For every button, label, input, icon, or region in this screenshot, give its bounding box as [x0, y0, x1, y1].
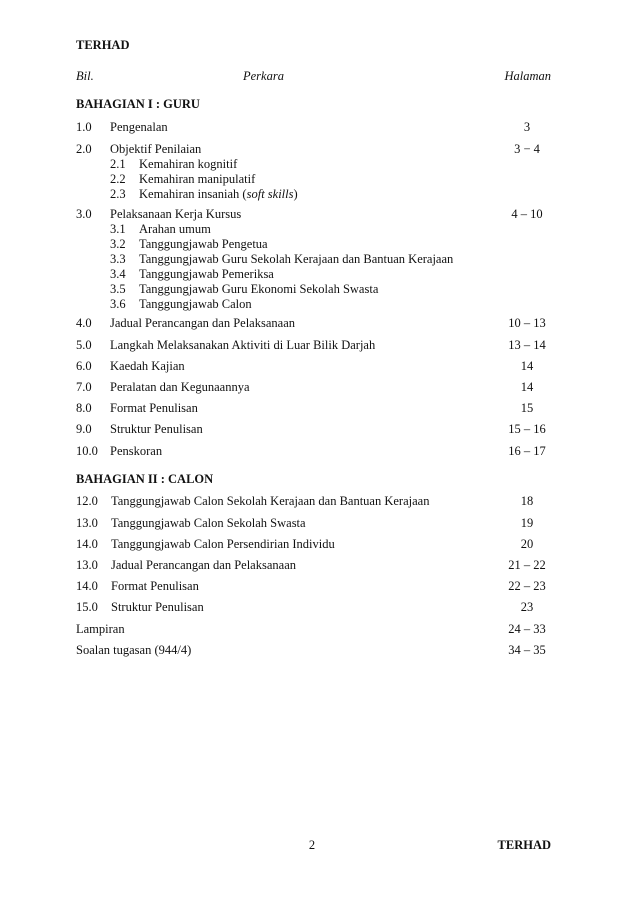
toc-subentry-number: 3.6 [110, 297, 126, 311]
toc-page-ref: 18 [520, 494, 534, 508]
toc-subentry-title: Tanggungjawab Pemeriksa [139, 267, 274, 281]
toc-page-ref: 13 – 14 [508, 338, 546, 352]
toc-page-ref: 14 [520, 359, 534, 373]
toc-subentry-title: Kemahiran insaniah (soft skills) [139, 187, 298, 201]
toc-entry-number: 15.0 [76, 600, 98, 614]
toc-page-ref: 23 [520, 600, 534, 614]
toc-page-ref: 22 – 23 [508, 579, 546, 593]
footer-classification: TERHAD [497, 838, 551, 852]
column-header-perkara: Perkara [243, 69, 284, 83]
toc-entry-number: 7.0 [76, 380, 92, 394]
toc-subentry-number: 2.2 [110, 172, 126, 186]
toc-entry-title: Peralatan dan Kegunaannya [110, 380, 250, 394]
toc-page-ref: 15 [520, 401, 534, 415]
toc-page-ref: 14 [520, 380, 534, 394]
toc-page-ref: 24 – 33 [508, 622, 546, 636]
toc-entry-number: 14.0 [76, 537, 98, 551]
section-title-guru: BAHAGIAN I : GURU [76, 97, 200, 111]
toc-subentry-title: Tanggungjawab Guru Ekonomi Sekolah Swasta [139, 282, 379, 296]
toc-entry-title: Format Penulisan [111, 579, 199, 593]
toc-entry-title: Penskoran [110, 444, 163, 458]
toc-appendix-title: Lampiran [76, 622, 125, 636]
header-classification: TERHAD [76, 38, 130, 52]
toc-entry-number: 13.0 [76, 516, 98, 530]
section-title-calon: BAHAGIAN II : CALON [76, 472, 214, 486]
toc-entry-title: Pelaksanaan Kerja Kursus [110, 207, 242, 221]
toc-entry-number: 9.0 [76, 422, 92, 436]
toc-subentry-number: 3.3 [110, 252, 126, 266]
toc-subentry-number: 3.5 [110, 282, 126, 296]
toc-page-ref: 20 [520, 537, 534, 551]
toc-subentry-italic: soft skills [246, 187, 294, 201]
toc-page-ref: 34 – 35 [508, 643, 546, 657]
toc-entry-title: Jadual Perancangan dan Pelaksanaan [111, 558, 296, 572]
toc-page-ref: 21 – 22 [508, 558, 546, 572]
toc-page-ref: 4 – 10 [511, 207, 543, 221]
toc-entry-title: Pengenalan [110, 120, 168, 134]
toc-entry-number: 1.0 [76, 120, 92, 134]
toc-entry-title: Format Penulisan [110, 401, 198, 415]
toc-page-ref: 3 − 4 [514, 142, 540, 156]
toc-entry-title: Kaedah Kajian [110, 359, 185, 373]
toc-entry-title: Struktur Penulisan [110, 422, 203, 436]
toc-entry-title: Tanggungjawab Calon Sekolah Swasta [111, 516, 306, 530]
toc-subentry-number: 3.4 [110, 267, 126, 281]
toc-page-ref: 16 – 17 [508, 444, 546, 458]
toc-appendix-title: Soalan tugasan (944/4) [76, 643, 192, 657]
toc-entry-title: Jadual Perancangan dan Pelaksanaan [110, 316, 295, 330]
toc-entry-number: 4.0 [76, 316, 92, 330]
toc-entry-number: 2.0 [76, 142, 92, 156]
toc-entry-title: Struktur Penulisan [111, 600, 204, 614]
toc-entry-number: 14.0 [76, 579, 98, 593]
toc-entry-number: 5.0 [76, 338, 92, 352]
column-header-bil: Bil. [76, 69, 94, 83]
toc-subentry-number: 2.3 [110, 187, 126, 201]
toc-subentry-number: 3.2 [110, 237, 126, 251]
toc-page-ref: 15 – 16 [508, 422, 546, 436]
toc-subentry-title: Tanggungjawab Guru Sekolah Kerajaan dan Bantuan Kerajaan [139, 252, 454, 266]
toc-subentry-number: 2.1 [110, 157, 126, 171]
toc-subentry-title: Tanggungjawab Pengetua [139, 237, 268, 251]
toc-subentry-title: Kemahiran kognitif [139, 157, 238, 171]
toc-subentry-title: Kemahiran manipulatif [139, 172, 256, 186]
toc-subentry-title: Arahan umum [139, 222, 211, 236]
toc-entry-number: 3.0 [76, 207, 92, 221]
toc-entry-title: Objektif Penilaian [110, 142, 202, 156]
toc-entry-number: 8.0 [76, 401, 92, 415]
toc-entry-number: 10.0 [76, 444, 98, 458]
toc-subentry-number: 3.1 [110, 222, 126, 236]
toc-entry-number: 6.0 [76, 359, 92, 373]
toc-page-ref: 3 [523, 120, 531, 134]
toc-entry-number: 13.0 [76, 558, 98, 572]
toc-entry-number: 12.0 [76, 494, 98, 508]
toc-subentry-title: Tanggungjawab Calon [139, 297, 252, 311]
toc-entry-title: Tanggungjawab Calon Sekolah Kerajaan dan Bantuan Kerajaan [111, 494, 430, 508]
toc-entry-title: Tanggungjawab Calon Persendirian Individu [111, 537, 335, 551]
toc-page-ref: 19 [520, 516, 534, 530]
column-header-halaman: Halaman [504, 69, 551, 83]
toc-entry-title: Langkah Melaksanakan Aktiviti di Luar Bilik Darjah [110, 338, 376, 352]
page-number: 2 [308, 838, 316, 852]
toc-page-ref: 10 – 13 [508, 316, 546, 330]
